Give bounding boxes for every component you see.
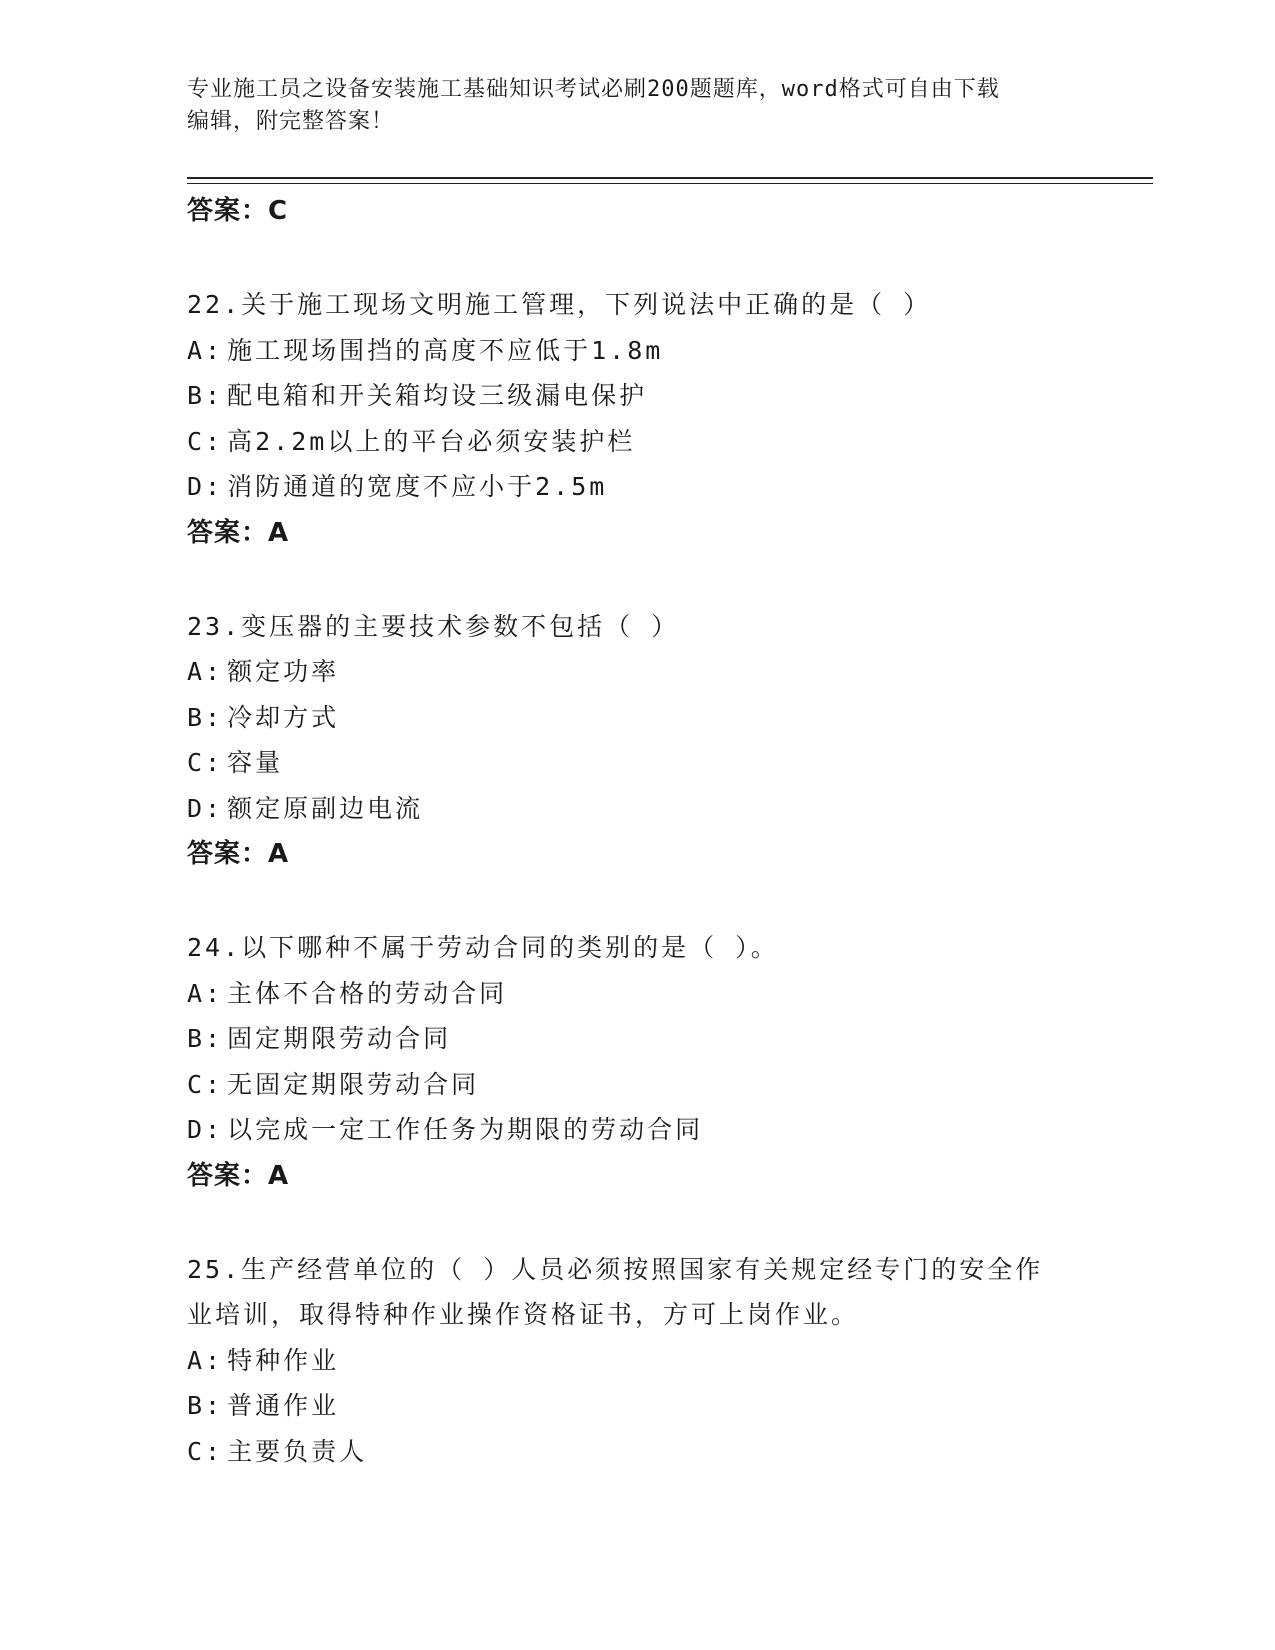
option-key: D: bbox=[187, 472, 224, 501]
header-rule-thick bbox=[187, 177, 1153, 179]
option-key: A: bbox=[187, 657, 224, 686]
question-stem: 业培训，取得特种作业操作资格证书，方可上岗作业。 bbox=[187, 1300, 860, 1329]
question-stem: 25.生产经营单位的（ ）人员必须按照国家有关规定经专门的安全作 bbox=[187, 1254, 1044, 1284]
question-stem: 24.以下哪种不属于劳动合同的类别的是（ ）。 bbox=[187, 933, 779, 962]
question-stem: 23.变压器的主要技术参数不包括（ ） bbox=[187, 611, 680, 641]
option-text: 无固定期限劳动合同 bbox=[227, 1069, 480, 1099]
option-item bbox=[187, 971, 1087, 1017]
option-item bbox=[187, 373, 1087, 419]
answer-line bbox=[187, 188, 1087, 234]
option-key: D: bbox=[187, 793, 224, 823]
option-key: A: bbox=[187, 1345, 224, 1375]
answer-label: 答案： bbox=[187, 517, 269, 548]
option-item bbox=[187, 695, 1087, 741]
answer-line bbox=[187, 510, 1087, 556]
option-text: 消防通道的宽度不应小于2.5m bbox=[227, 472, 608, 501]
answer-value: A bbox=[268, 1160, 290, 1191]
option-key: B: bbox=[187, 1024, 224, 1053]
answer-line bbox=[187, 831, 1087, 877]
answer-label: 答案： bbox=[187, 1160, 269, 1191]
option-item bbox=[187, 419, 1087, 465]
option-text: 固定期限劳动合同 bbox=[227, 1024, 452, 1053]
answer-value: A bbox=[268, 839, 290, 869]
option-text: 特种作业 bbox=[227, 1345, 340, 1375]
option-text: 高2.2m以上的平台必须安装护栏 bbox=[227, 426, 636, 456]
option-key: A: bbox=[187, 335, 224, 365]
option-item bbox=[187, 649, 1087, 695]
option-item bbox=[187, 1062, 1087, 1108]
option-text: 主要负责人 bbox=[227, 1436, 368, 1466]
option-text: 普通作业 bbox=[227, 1391, 340, 1420]
option-item bbox=[187, 1429, 1087, 1475]
option-key: C: bbox=[187, 748, 224, 777]
option-key: A: bbox=[187, 978, 224, 1008]
option-item bbox=[187, 1107, 1087, 1153]
question-stem: 22.关于施工现场文明施工管理，下列说法中正确的是（ ） bbox=[187, 290, 932, 319]
document-header bbox=[187, 74, 1067, 138]
answer-value: A bbox=[268, 517, 290, 548]
header-rule-thin bbox=[187, 183, 1153, 184]
option-text: 配电箱和开关箱均设三级漏电保护 bbox=[227, 381, 648, 410]
option-text: 主体不合格的劳动合同 bbox=[227, 978, 508, 1008]
option-text: 施工现场围挡的高度不应低于1.8m bbox=[227, 335, 664, 365]
option-item bbox=[187, 1016, 1087, 1062]
option-item bbox=[187, 786, 1087, 832]
option-item bbox=[187, 740, 1087, 786]
answer-label: 答案： bbox=[187, 839, 269, 869]
header-line-1: 专业施工员之设备安装施工基础知识考试必刷200题题库，word格式可自由下载 bbox=[187, 77, 1000, 102]
option-text: 容量 bbox=[227, 748, 284, 777]
option-item bbox=[187, 1338, 1087, 1384]
option-text: 额定功率 bbox=[227, 657, 340, 686]
option-key: D: bbox=[187, 1115, 224, 1144]
answer-label: 答案： bbox=[187, 196, 269, 226]
option-text: 额定原副边电流 bbox=[227, 793, 424, 823]
option-item bbox=[187, 464, 1087, 510]
option-key: C: bbox=[187, 426, 224, 456]
option-key: C: bbox=[187, 1436, 224, 1466]
option-item bbox=[187, 1383, 1087, 1429]
option-key: B: bbox=[187, 1391, 224, 1420]
option-text: 冷却方式 bbox=[227, 702, 340, 732]
question-list bbox=[187, 188, 1087, 1474]
answer-line bbox=[187, 1153, 1087, 1199]
option-key: B: bbox=[187, 702, 224, 732]
header-line-2: 编辑，附完整答案！ bbox=[187, 109, 395, 134]
answer-value: C bbox=[268, 196, 289, 226]
option-item bbox=[187, 328, 1087, 374]
option-key: C: bbox=[187, 1069, 224, 1099]
option-key: B: bbox=[187, 381, 224, 410]
option-text: 以完成一定工作任务为期限的劳动合同 bbox=[227, 1115, 704, 1144]
